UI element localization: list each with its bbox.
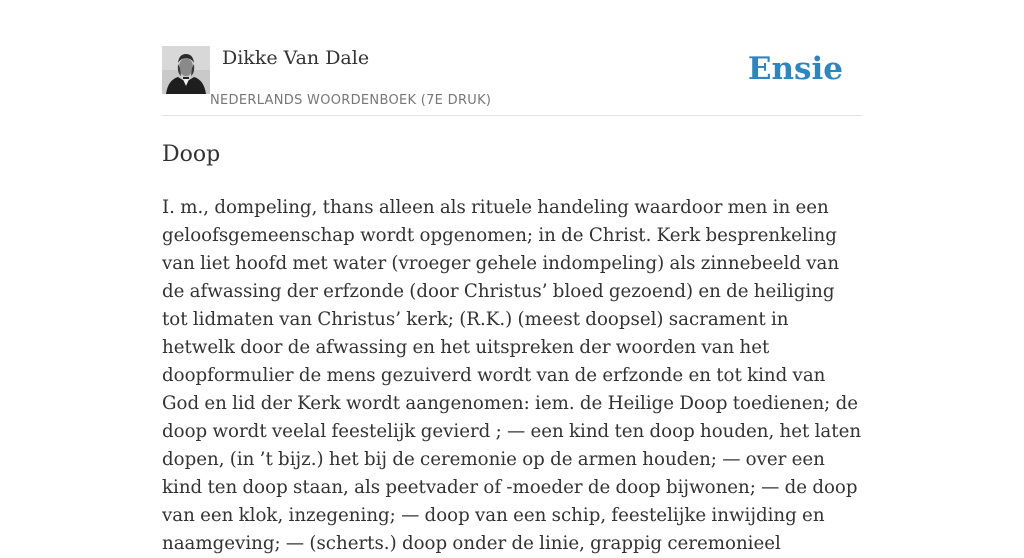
- portrait-image: [162, 46, 210, 94]
- source-title[interactable]: NEDERLANDS WOORDENBOEK (7E DRUK): [210, 93, 492, 108]
- entry-definition: I. m., dompeling, thans alleen als rituele handeling waardoor men in een geloofsgemeenschap wordt opgenomen; in de Christ. Kerk besprenkeling van liet hoofd met water (vroeger gehele indompeling) als zinnebeeld van de afwassing der erfzonde (door Christus’ bloed gezoend) en de heiliging tot lidmaten van Christus’ kerk; (R.K.) (meest doopsel) sacrament in hetwelk door de afwassing en het uitspreken der woorden van het doopformulier de mens gezuiverd wordt van de erfzonde en tot kind van God en lid der Kerk wordt aangenomen: iem. de Heilige Doop toedienen; de doop wordt veelal feestelijk gevierd ; — een kind ten doop houden, het laten dopen, (in ’t bijz.) het bij de ceremonie op de armen houden; — over een kind ten doop staan, als peetvader of -moeder de doop bijwonen; — de doop van een klok, inzegening; — doop van een schip, feestelijke inwijding en naamgeving; — (scherts.) doop onder de linie, grappig ceremonieel: [162, 197, 862, 554]
- ensie-logo[interactable]: Ensie: [747, 51, 843, 87]
- entry-title: Doop: [162, 142, 221, 167]
- author-name[interactable]: Dikke Van Dale: [222, 47, 370, 69]
- page: [162, 0, 862, 558]
- author-header: [162, 46, 862, 116]
- author-avatar[interactable]: [162, 46, 210, 94]
